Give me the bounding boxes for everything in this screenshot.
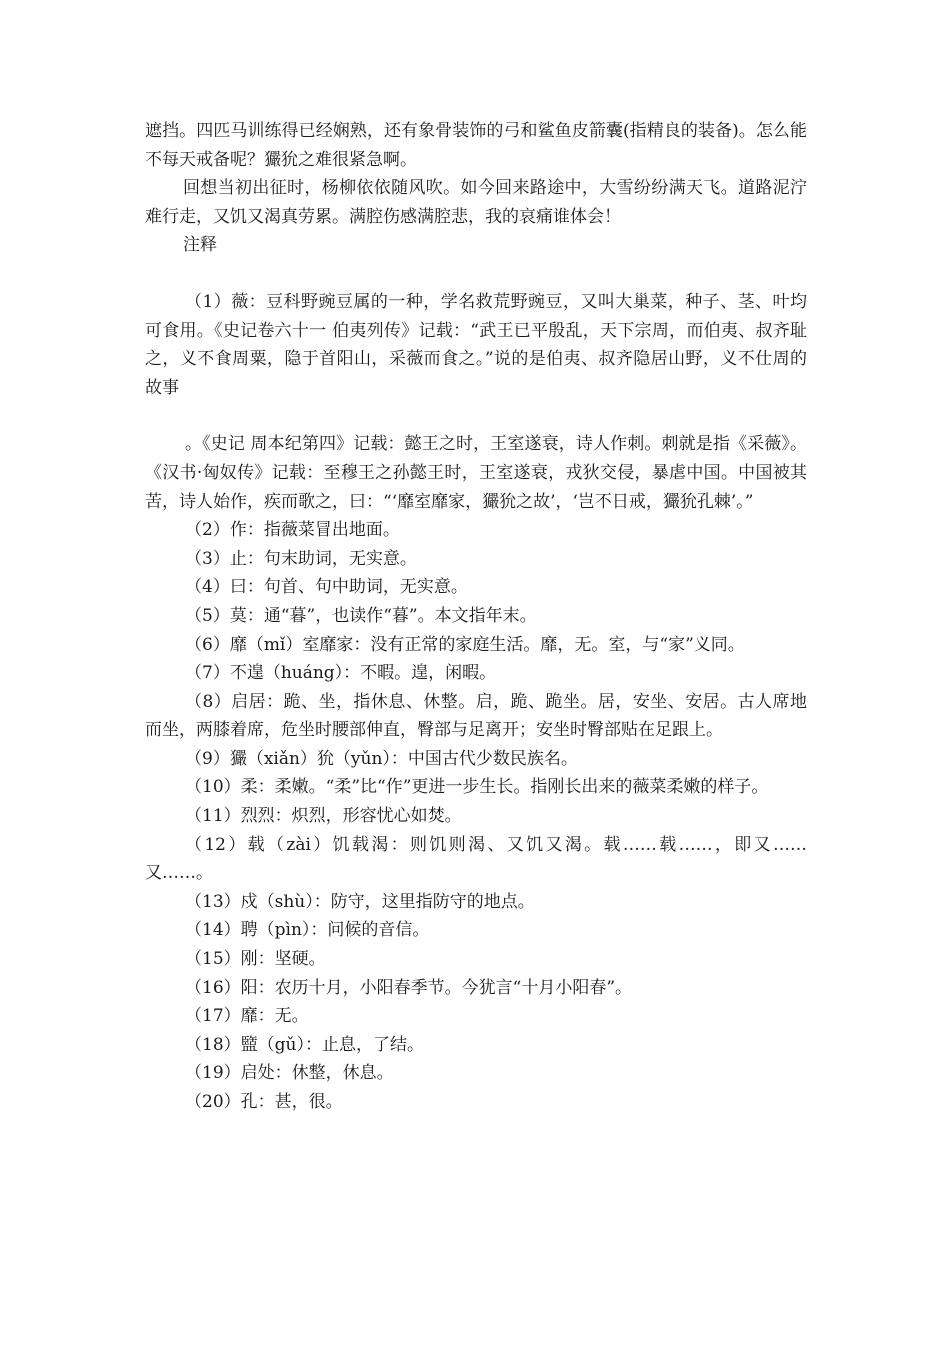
note-item: （11）烈烈：炽烈，形容忧心如焚。 — [185, 806, 462, 827]
note-item: （16）阳：农历十月，小阳春季节。今犹言“十月小阳春”。 — [185, 977, 633, 998]
note-item: （17）靡：无。 — [185, 1006, 309, 1027]
note-item: （14）聘（pìn）：问候的音信。 — [185, 920, 430, 941]
note-item: （19）启处：休整，休息。 — [185, 1063, 394, 1084]
note-item: （9）玁（xiǎn）狁（yǔn）：中国古代少数民族名。 — [185, 748, 578, 769]
note-item: （10）柔：柔嫩。“柔”比“作”更进一步生长。指刚长出来的薇菜柔嫩的样子。 — [185, 777, 769, 798]
note-item: （6）靡（mǐ）室靡家：没有正常的家庭生活。靡，无。室，与“家”义同。 — [185, 634, 745, 655]
paragraph-translation-end: 遮挡。四匹马训练得已经娴熟，还有象骨装饰的弓和鲨鱼皮箭囊(指精良的装备)。怎么能不每天戒备呢？玁狁之难很紧急啊。 — [145, 121, 807, 170]
note-item: （8）启居：跪、坐，指休息、休整。启，跪、跪坐。居，安坐、安居。古人席地而坐，两膝着席，危坐时腰部伸直，臀部与足离开；安坐时臀部贴在足跟上。 — [145, 691, 807, 741]
note-item: （13）戍（shù）：防守，这里指防守的地点。 — [185, 891, 535, 912]
note-item: （5）莫：通“暮”，也读作“暮”。本文指年末。 — [185, 605, 537, 626]
note-item: （7）不遑（huáng）：不暇。遑，闲暇。 — [185, 663, 497, 684]
note-1: （1）薇：豆科野豌豆属的一种，学名救荒野豌豆，又叫大巢菜，种子、茎、叶均可食用。《史记卷六十一 伯夷列传》记载：“武王已平殷乱，天下宗周，而伯夷、叔齐耻之，义不食周粟，隐于首阳山，采薇而食之。”说的是伯夷、叔齐隐居山野，义不仕周的故事 — [145, 291, 807, 398]
note-item: （3）止：句末助词，无实意。 — [185, 548, 417, 569]
note-1-continued: 。《史记 周本纪第四》记载：懿王之时，王室遂衰，诗人作刺。刺就是指《采薇》。《汉书·匈奴传》记载：至穆王之孙懿王时，王室遂衰，戎狄交侵，暴虐中国。中国被其苦，诗人始作，疾而歌之，曰：“‘靡室靡家，玁狁之故’，‘岂不日戒，玁狁孔棘’。” — [145, 434, 807, 512]
paragraph-translation-last: 回想当初出征时，杨柳依依随风吹。如今回来路途中，大雪纷纷满天飞。道路泥泞难行走，又饥又渴真劳累。满腔伤感满腔悲，我的哀痛谁体会！ — [145, 178, 807, 227]
note-item: （12）载（zài）饥载渴：则饥则渴、又饥又渴。载……载……，即又……又……。 — [145, 834, 807, 884]
note-item: （18）盬（gǔ）：止息，了结。 — [185, 1034, 424, 1055]
section-heading-notes: 注释 — [183, 235, 217, 256]
note-item: （2）作：指薇菜冒出地面。 — [185, 520, 400, 541]
text-column — [145, 117, 807, 1117]
notes-list — [145, 516, 807, 1116]
note-item: （20）孔：甚，很。 — [185, 1092, 343, 1112]
note-item: （15）刚：坚硬。 — [185, 949, 326, 970]
note-item: （4）曰：句首、句中助词，无实意。 — [185, 577, 468, 598]
